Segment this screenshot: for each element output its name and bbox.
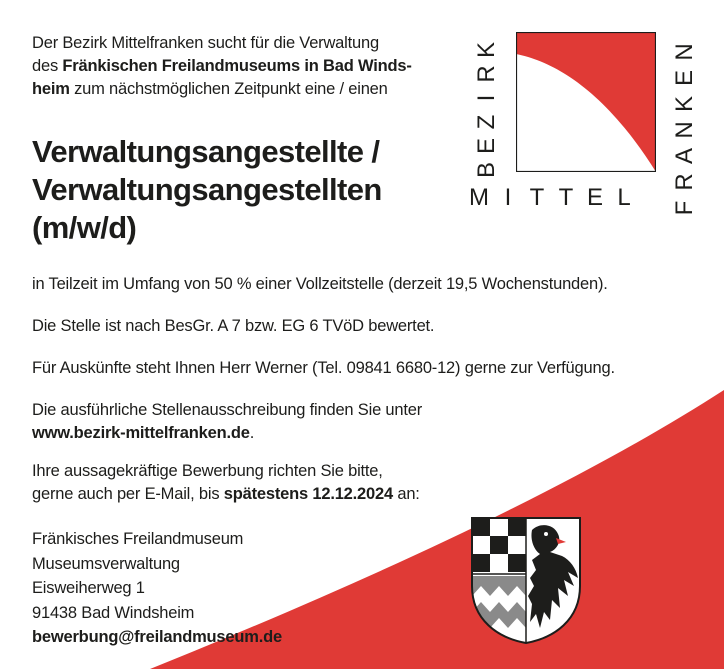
logo-letter: N xyxy=(671,121,698,139)
logo-letter: K xyxy=(671,96,698,113)
logo-letter: I xyxy=(504,184,512,211)
address-line-1: Fränkisches Freilandmuseum xyxy=(32,530,244,548)
logo-letter: I xyxy=(473,94,500,102)
logo-letter: L xyxy=(617,184,631,211)
intro-line-2-prefix: des xyxy=(32,57,63,75)
logo-letter: E xyxy=(671,70,698,87)
postal-address xyxy=(32,527,392,650)
job-title-line-3: (m/w/d) xyxy=(32,210,137,245)
intro-line-2 xyxy=(32,55,457,78)
address-line-3: Eisweiherweg 1 xyxy=(32,579,145,597)
job-title-line-1: Verwaltungsangestellte / xyxy=(32,134,380,169)
logo-letter: E xyxy=(473,138,500,155)
logo-letter: T xyxy=(529,184,545,211)
intro-line-3-suffix: zum nächstmöglichen Zeitpunkt eine / einen xyxy=(69,80,388,98)
logo-letter: T xyxy=(558,184,574,211)
application-line-2-suffix: an: xyxy=(392,485,420,503)
logo-letter: N xyxy=(671,43,698,61)
application-paragraph xyxy=(32,460,712,506)
intro-line-1: Der Bezirk Mittelfranken sucht für die Verwaltung xyxy=(32,34,379,52)
website-link[interactable]: www.bezirk-mittelfranken.de xyxy=(32,424,250,442)
application-line-2-prefix: gerne auch per E-Mail, bis xyxy=(32,485,224,503)
logo-letter: E xyxy=(586,184,603,211)
logo-letter: R xyxy=(473,65,500,83)
deadline-text: spätestens 12.12.2024 xyxy=(223,485,393,503)
logo-letter: F xyxy=(671,200,698,216)
details-paragraph xyxy=(32,399,712,445)
email-link[interactable]: bewerbung@freilandmuseum.de xyxy=(32,628,282,646)
address-line-4: 91438 Bad Windsheim xyxy=(32,603,195,622)
job-title xyxy=(32,133,452,247)
logo-letter: M xyxy=(469,184,489,211)
address-line-2: Museumsverwaltung xyxy=(32,554,180,573)
logo-letter: K xyxy=(473,42,500,59)
details-line-1: Die ausführliche Stellenausschreibung finden Sie unter xyxy=(32,401,423,419)
logo-letter: Z xyxy=(473,114,500,130)
logo-letter: R xyxy=(671,173,698,191)
details-end: . xyxy=(249,424,255,442)
details-line-2 xyxy=(32,422,712,445)
logo-letter: A xyxy=(671,148,698,165)
logo-square-icon xyxy=(516,32,656,172)
bezirk-mittelfranken-logo xyxy=(464,24,704,224)
salary-grade-text: Die Stelle ist nach BesGr. A 7 bzw. EG 6 TVöD bewertet. xyxy=(32,317,435,335)
intro-text xyxy=(32,32,457,101)
contact-info-text: Für Auskünfte steht Ihnen Herr Werner (Tel. 09841 6680-12) gerne zur Verfügung. xyxy=(32,359,615,377)
museum-name-end: heim xyxy=(32,80,70,98)
application-line-1: Ihre aussagekräftige Bewerbung richten Sie bitte, xyxy=(32,462,383,480)
intro-line-3 xyxy=(32,78,457,101)
job-title-line-2: Verwaltungsangestellten xyxy=(32,172,382,207)
application-line-2 xyxy=(32,483,712,506)
coat-of-arms-icon xyxy=(470,516,582,644)
employment-scope-text: in Teilzeit im Umfang von 50 % einer Vollzeitstelle (derzeit 19,5 Wochenstunden). xyxy=(32,275,608,293)
museum-name: Fränkischen Freilandmuseums in Bad Winds- xyxy=(62,57,412,75)
logo-letter: B xyxy=(473,162,500,179)
